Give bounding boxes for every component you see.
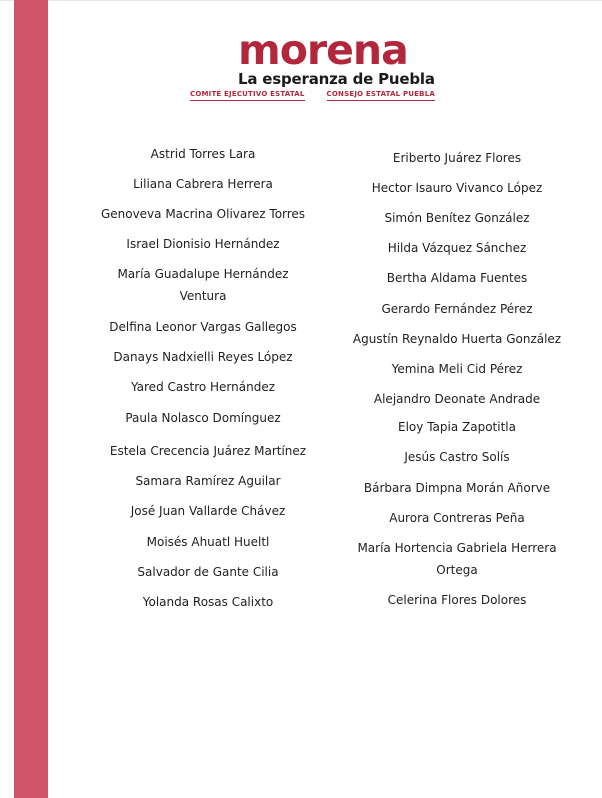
list-item: Danays Nadxielli Reyes López: [113, 350, 293, 364]
list-item: Yared Castro Hernández: [130, 380, 276, 394]
list-item: Jesús Castro Solís: [404, 450, 510, 464]
list-item: Astrid Torres Lara: [150, 147, 256, 161]
page-top-edge: [0, 0, 602, 1]
list-item: Estela Crecencia Juárez Martínez: [109, 444, 307, 458]
list-item: Salvador de Gante Cilia: [137, 565, 279, 579]
list-item: Paula Nolasco Domínguez: [125, 411, 281, 425]
list-item: Aurora Contreras Peña: [389, 511, 525, 525]
list-item: Delfina Leonor Vargas Gallegos: [109, 320, 297, 334]
list-item: Gerardo Fernández Pérez: [381, 302, 533, 316]
party-header: [185, 26, 465, 101]
list-item: Ventura: [179, 289, 227, 303]
list-item: Bertha Aldama Fuentes: [386, 271, 528, 285]
committee-right-label: CONSEJO ESTATAL PUEBLA: [327, 90, 435, 101]
list-item: Yolanda Rosas Calixto: [142, 595, 274, 609]
list-item: Genoveva Macrina Olivarez Torres: [100, 207, 306, 221]
list-item: Agustín Reynaldo Huerta González: [352, 332, 562, 346]
list-item: Yemina Meli Cid Pérez: [391, 362, 523, 376]
list-item: Israel Dionisio Hernández: [126, 237, 280, 251]
list-item: Alejandro Deonate Andrade: [373, 392, 541, 406]
committee-row: [190, 90, 465, 101]
side-stripe: [14, 0, 48, 798]
list-item: Eriberto Juárez Flores: [392, 151, 522, 165]
committee-left-label: COMITÉ EJECUTIVO ESTATAL: [190, 90, 305, 101]
list-item: Simón Benítez González: [384, 211, 530, 225]
list-item: Moisés Ahuatl Hueltl: [146, 535, 270, 549]
list-item: Eloy Tapia Zapotitla: [398, 420, 516, 434]
party-tagline: La esperanza de Puebla: [238, 70, 435, 88]
list-item: Hector Isauro Vivanco López: [371, 181, 543, 195]
list-item: Liliana Cabrera Herrera: [133, 177, 273, 191]
list-item: Celerina Flores Dolores: [387, 593, 527, 607]
list-item: María Hortencia Gabriela Herrera: [357, 541, 557, 555]
party-logo: morena: [238, 26, 408, 74]
list-item: Ortega: [436, 563, 478, 577]
list-item: José Juan Vallarde Chávez: [130, 504, 286, 518]
list-item: Bárbara Dimpna Morán Añorve: [363, 481, 551, 495]
list-item: Samara Ramírez Aguilar: [135, 474, 281, 488]
list-item: Hilda Vázquez Sánchez: [387, 241, 527, 255]
list-item: María Guadalupe Hernández: [117, 267, 289, 281]
